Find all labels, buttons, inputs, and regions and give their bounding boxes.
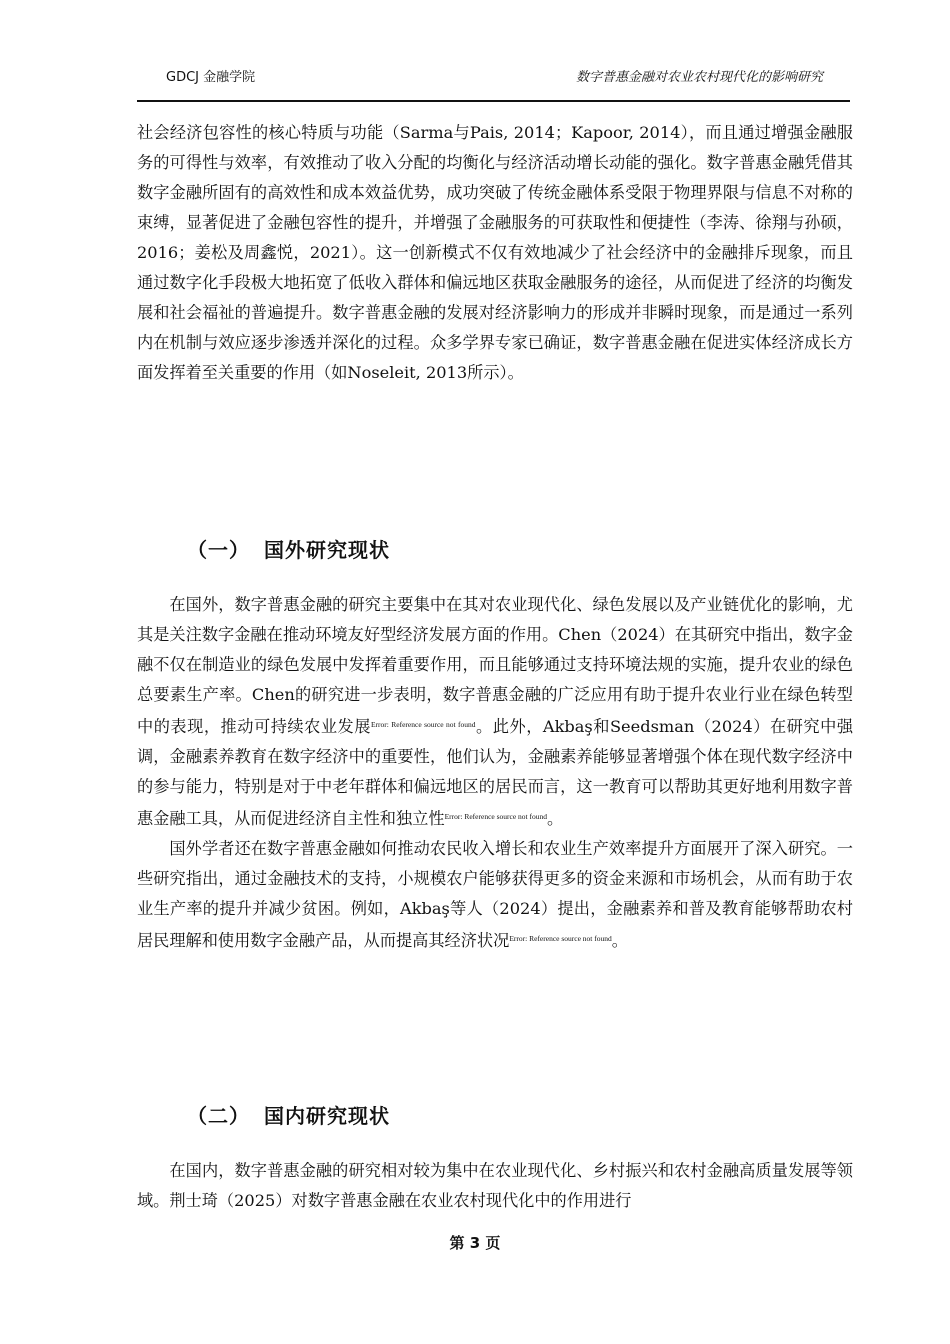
paragraph-text: 在国外，数字普惠金融的研究主要集中在其对农业现代化、绿色发展以及产业链优化的影响，尤其是关注数字金融在推动环境友好型经济发展方面的作用。Chen（2024）在其研究中指出，数字金融不仅在制造业的绿色发展中发挥着重要作用，而且能够通过支持环境法规的实施，提升农业的绿色总要素生产率。Chen的研究进一步表明，数字普惠金融的广泛应用有助于提升农业行业在绿色转型中的表现，推动可持续农业发展 <box>137 595 853 736</box>
section-heading-domestic <box>187 1100 390 1129</box>
header-document-title: 数字普惠金融对农业农村现代化的影响研究 <box>575 70 823 85</box>
header-school-name: GDCJ 金融学院 <box>166 70 256 85</box>
foreign-research-section <box>137 590 853 956</box>
paragraph-text: 。 <box>611 931 628 950</box>
intro-section <box>137 118 853 388</box>
body-paragraph: 在国内，数字普惠金融的研究相对较为集中在农业现代化、乡村振兴和农村金融高质量发展等领域。荆士琦（2025）对数字普惠金融在农业农村现代化中的作用进行 <box>137 1161 853 1210</box>
intro-paragraph: 社会经济包容性的核心特质与功能（Sarma与Pais, 2014；Kapoor, 2014），而且通过增强金融服务的可得性与效率，有效推动了收入分配的均衡化与经济活动增长动能的强化。数字普惠金融凭借其数字金融所固有的高效性和成本效益优势，成功突破了传统金融体系受限于物理界限与信息不对称的束缚，显著促进了金融包容性的提升，并增强了金融服务的可获取性和便捷性（李涛、徐翔与孙硕，2016；姜松及周鑫悦，2021）。这一创新模式不仅有效地减少了社会经济中的金融排斥现象，而且通过数字化手段极大地拓宽了低收入群体和偏远地区获取金融服务的途径，从而促进了经济的均衡发展和社会福祉的普遍提升。数字普惠金融的发展对经济影响力的形成并非瞬时现象，而是通过一系列内在机制与效应逐步渗透并深化的过程。众多学界专家已确证，数字普惠金融在促进实体经济成长方面发挥着至关重要的作用（如Noseleit, 2013所示）。 <box>137 123 853 382</box>
header-divider <box>137 100 850 102</box>
paragraph-text: 。此外，Akbaş和Seedsman（2024）在研究中强调，金融素养教育在数字经济中的重要性，他们认为，金融素养能够显著增强个体在现代数字经济中的参与能力，特别是对于中老年群体和偏远地区的居民而言，这一教育可以帮助其更好地利用数字普惠金融工具，从而促进经济自主性和独立性 <box>137 717 854 828</box>
body-paragraph <box>137 590 853 834</box>
paragraph-text: 。 <box>547 809 564 828</box>
citation-error: Error: Reference source not found <box>444 812 548 821</box>
section-title: 国外研究现状 <box>264 538 390 562</box>
paragraph-text: 国外学者还在数字普惠金融如何推动农民收入增长和农业生产效率提升方面展开了深入研究。一些研究指出，通过金融技术的支持，小规模农户能够获得更多的资金来源和市场机会，从而有助于农业生产率的提升并减少贫困。例如，Akbaş等人（2024）提出，金融素养和普及教育能够帮助农村居民理解和使用数字金融产品，从而提高其经济状况 <box>137 839 853 950</box>
citation-error: Error: Reference source not found <box>509 934 612 943</box>
body-paragraph <box>137 834 853 956</box>
section-number: （一） <box>187 538 250 562</box>
citation-error: Error: Reference source not found <box>370 720 476 729</box>
domestic-research-section <box>137 1156 853 1216</box>
section-title: 国内研究现状 <box>264 1104 390 1128</box>
section-heading-foreign <box>187 534 390 563</box>
section-number: （二） <box>187 1104 250 1128</box>
page-number: 第 3 页 <box>449 1234 501 1252</box>
